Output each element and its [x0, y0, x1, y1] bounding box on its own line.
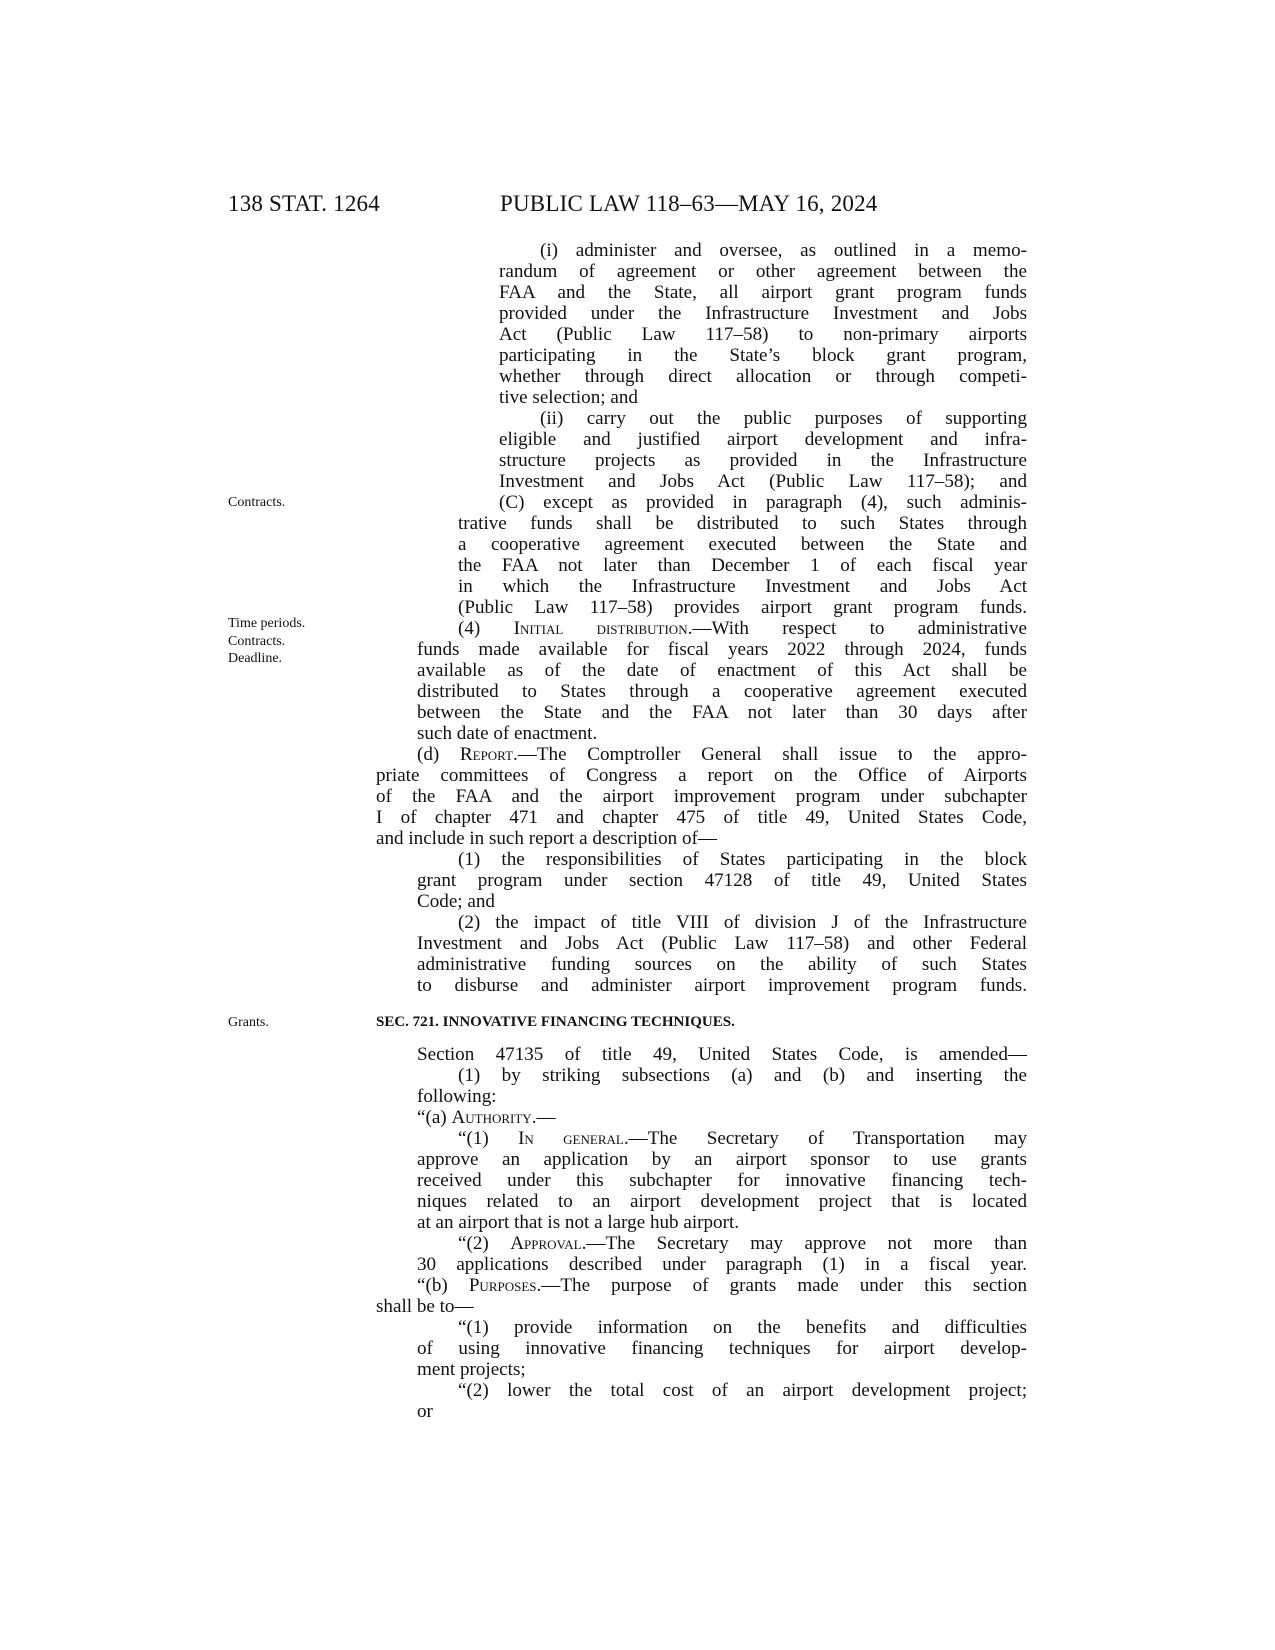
text-line: (1) by striking subsections (a) and (b) and inserting the [458, 1065, 1027, 1086]
margin-note-group [228, 615, 305, 668]
text-line: (2) the impact of title VIII of division J of the Infrastructure [458, 912, 1027, 933]
paragraph-text: .—The Comptroller General shall issue to the appro- [513, 744, 1027, 765]
text-line: “(2) lower the total cost of an airport development project; [458, 1380, 1027, 1401]
page-stat-reference: 138 STAT. 1264 [228, 191, 380, 216]
text-line: grant program under section 47128 of title 49, United States [417, 870, 1027, 891]
paragraph-heading: Purposes [468, 1275, 537, 1296]
text-line: such date of enactment. [417, 723, 598, 744]
text-line: shall be to— [376, 1296, 474, 1317]
paragraph-text: .—The Secretary may approve not more than [581, 1233, 1028, 1254]
paragraph-number: “(a) [417, 1107, 452, 1128]
paragraph-text: .—The Secretary of Transportation may [623, 1128, 1027, 1149]
paragraph-heading: Approval [510, 1233, 582, 1254]
text-line: funds made available for fiscal years 2022 through 2024, funds [417, 639, 1027, 660]
text-line: priate committees of Congress a report on the Office of Airports [376, 765, 1027, 786]
text-line: in which the Infrastructure Investment and Jobs Act [458, 576, 1027, 597]
text-line: eligible and justified airport development and infra- [499, 429, 1027, 450]
text-line: niques related to an airport development project that is located [417, 1191, 1027, 1212]
text-line: and include in such report a description of— [376, 828, 717, 849]
text-line: distributed to States through a cooperative agreement executed [417, 681, 1027, 702]
margin-note-contracts-2: Contracts. [228, 633, 286, 649]
text-line: randum of agreement or other agreement between the [499, 261, 1027, 282]
text-line: administrative funding sources on the ability of such States [417, 954, 1027, 975]
text-line: “(1) provide information on the benefits and difficulties [458, 1317, 1027, 1338]
text-line: following: [417, 1086, 497, 1107]
text-line: available as of the date of enactment of this Act shall be [417, 660, 1027, 681]
paragraph-number: (d) [417, 744, 460, 765]
text-line: trative funds shall be distributed to such States through [458, 513, 1027, 534]
paragraph-heading: Authority [451, 1107, 532, 1128]
paragraph-text: .—With respect to administrative [687, 618, 1027, 639]
text-line [458, 1128, 1027, 1149]
text-line: tive selection; and [499, 387, 638, 408]
section-heading: SEC. 721. INNOVATIVE FINANCING TECHNIQUES. [376, 1014, 735, 1030]
paragraph-heading: Initial distribution [513, 618, 688, 639]
margin-note-deadline: Deadline. [228, 651, 283, 666]
text-line: I of chapter 471 and chapter 475 of title 49, United States Code, [376, 807, 1027, 828]
paragraph-number: “(1) [458, 1128, 519, 1149]
paragraph-text: .—The purpose of grants made under this section [536, 1275, 1028, 1296]
text-line: to disburse and administer airport improvement program funds. [417, 975, 1027, 996]
text-line: Code; and [417, 891, 495, 912]
margin-note-contracts: Contracts. [228, 495, 286, 510]
text-line: (C) except as provided in paragraph (4), such adminis- [499, 492, 1027, 513]
paragraph-number: “(2) [458, 1233, 511, 1254]
text-line: 30 applications described under paragraph (1) in a fiscal year. [417, 1254, 1027, 1275]
text-line: approve an application by an airport sponsor to use grants [417, 1149, 1027, 1170]
text-line: ment projects; [417, 1359, 526, 1380]
text-line: at an airport that is not a large hub airport. [417, 1212, 740, 1233]
text-line: Section 47135 of title 49, United States Code, is amended— [417, 1044, 1027, 1065]
margin-note-grants: Grants. [228, 1015, 269, 1030]
text-line [417, 1275, 1027, 1296]
text-line [458, 618, 1027, 639]
paragraph-number: (4) [458, 618, 514, 639]
text-line: Act (Public Law 117–58) to non-primary airports [499, 324, 1027, 345]
text-line: Investment and Jobs Act (Public Law 117–58); and [499, 471, 1027, 492]
text-line: between the State and the FAA not later than 30 days after [417, 702, 1027, 723]
text-line: structure projects as provided in the Infrastructure [499, 450, 1027, 471]
text-line: a cooperative agreement executed between the State and [458, 534, 1027, 555]
text-line [458, 1233, 1027, 1254]
text-line [417, 744, 1027, 765]
text-line: (1) the responsibilities of States participating in the block [458, 849, 1027, 870]
paragraph-heading: In general [518, 1128, 624, 1149]
running-head: PUBLIC LAW 118–63—MAY 16, 2024 [500, 191, 878, 216]
text-line: (Public Law 117–58) provides airport grant program funds. [458, 597, 1027, 618]
paragraph-number: “(b) [417, 1275, 469, 1296]
text-line: of using innovative financing techniques for airport develop- [417, 1338, 1027, 1359]
text-line: of the FAA and the airport improvement program under subchapter [376, 786, 1027, 807]
text-line: FAA and the State, all airport grant program funds [499, 282, 1027, 303]
text-line: the FAA not later than December 1 of each fiscal year [458, 555, 1027, 576]
text-line: provided under the Infrastructure Investment and Jobs [499, 303, 1027, 324]
text-line: (ii) carry out the public purposes of supporting [540, 408, 1027, 429]
paragraph-text: .— [531, 1107, 556, 1128]
text-line: (i) administer and oversee, as outlined in a memo- [540, 240, 1027, 261]
text-line [417, 1107, 556, 1128]
text-line: or [417, 1401, 433, 1422]
text-line: participating in the State’s block grant program, [499, 345, 1027, 366]
text-line: Investment and Jobs Act (Public Law 117–58) and other Federal [417, 933, 1027, 954]
margin-note-time-periods: Time periods. [228, 616, 306, 631]
text-line: received under this subchapter for innovative financing tech- [417, 1170, 1027, 1191]
text-line: whether through direct allocation or through competi- [499, 366, 1027, 387]
paragraph-heading: Report [459, 744, 514, 765]
